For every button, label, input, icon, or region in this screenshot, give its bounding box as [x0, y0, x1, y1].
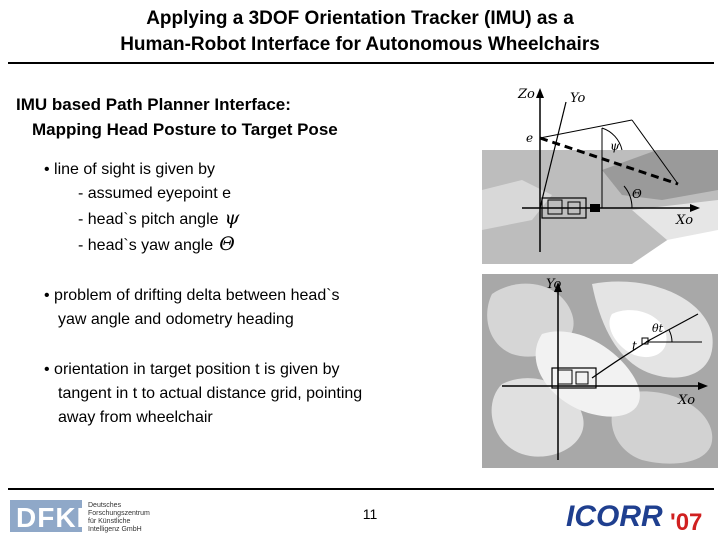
- bullet-text-cont: tangent in t to actual distance grid, pointing: [58, 385, 363, 402]
- icorr-logo-year: '07: [670, 509, 703, 534]
- sub-bullet-pitch: [44, 206, 239, 232]
- bullet-line-of-sight: [44, 158, 239, 258]
- bullet-text-cont: away from wheelchair: [58, 409, 213, 426]
- dfki-text-line-4: Intelligenz GmbH: [88, 526, 142, 533]
- axis-yo-label: Yo: [570, 91, 586, 106]
- slide-title: [0, 6, 720, 58]
- dfki-logo: [10, 496, 160, 536]
- footer-divider: [8, 488, 714, 490]
- eyepoint-label: e: [526, 131, 534, 145]
- icorr-logo: [566, 494, 712, 534]
- dfki-text-line-1: Deutsches: [88, 502, 122, 509]
- bullet-text: • problem of drifting delta between head`s: [44, 287, 340, 304]
- svg-text:DFKI: DFKI: [16, 502, 86, 533]
- subtitle-line-1: IMU based Path Planner Interface:: [16, 95, 291, 114]
- title-line-1: Applying a 3DOF Orientation Tracker (IMU) as a: [146, 8, 574, 29]
- axis-xo-label: Xo: [678, 393, 696, 408]
- yaw-angle-label: Θ: [632, 187, 642, 201]
- dfki-text-line-2: Forschungszentrum: [88, 510, 150, 517]
- icorr-logo-text: ICORR: [566, 500, 663, 533]
- target-theta-label: θt: [652, 322, 664, 335]
- bullet-text-cont: yaw angle and odometry heading: [58, 311, 294, 328]
- sub-bullet-yaw: [44, 232, 239, 258]
- sub-bullet-yaw-label: - head`s yaw angle: [78, 237, 214, 254]
- axis-yo-label: Yo: [546, 277, 562, 292]
- title-divider: [8, 62, 714, 64]
- bullet-orientation: [44, 358, 362, 430]
- head-posture-figure: [482, 80, 718, 264]
- bullet-text: • orientation in target position t is given by: [44, 361, 340, 378]
- pitch-angle-label: ψ: [610, 139, 620, 153]
- distance-grid-figure: [482, 274, 718, 468]
- title-line-2: Human-Robot Interface for Autonomous Wheelchairs: [120, 34, 600, 55]
- axis-zo-label: Zo: [518, 87, 535, 102]
- axis-xo-label: Xo: [676, 213, 694, 228]
- sub-bullet-eyepoint: - assumed eyepoint e: [78, 185, 231, 202]
- theta-symbol: Θ: [219, 233, 235, 255]
- target-t-label: t: [632, 339, 637, 353]
- sub-bullet-pitch-label: - head`s pitch angle: [78, 211, 219, 228]
- dfki-text-line-3: für Künstliche: [88, 518, 131, 525]
- subtitle-line-2: Mapping Head Posture to Target Pose: [32, 120, 338, 139]
- bullet-text: • line of sight is given by: [44, 161, 216, 178]
- slide-subtitle: [16, 92, 338, 142]
- page-number: 11: [362, 506, 378, 522]
- psi-symbol: ψ: [224, 207, 240, 229]
- bullet-drifting-delta: [44, 284, 340, 332]
